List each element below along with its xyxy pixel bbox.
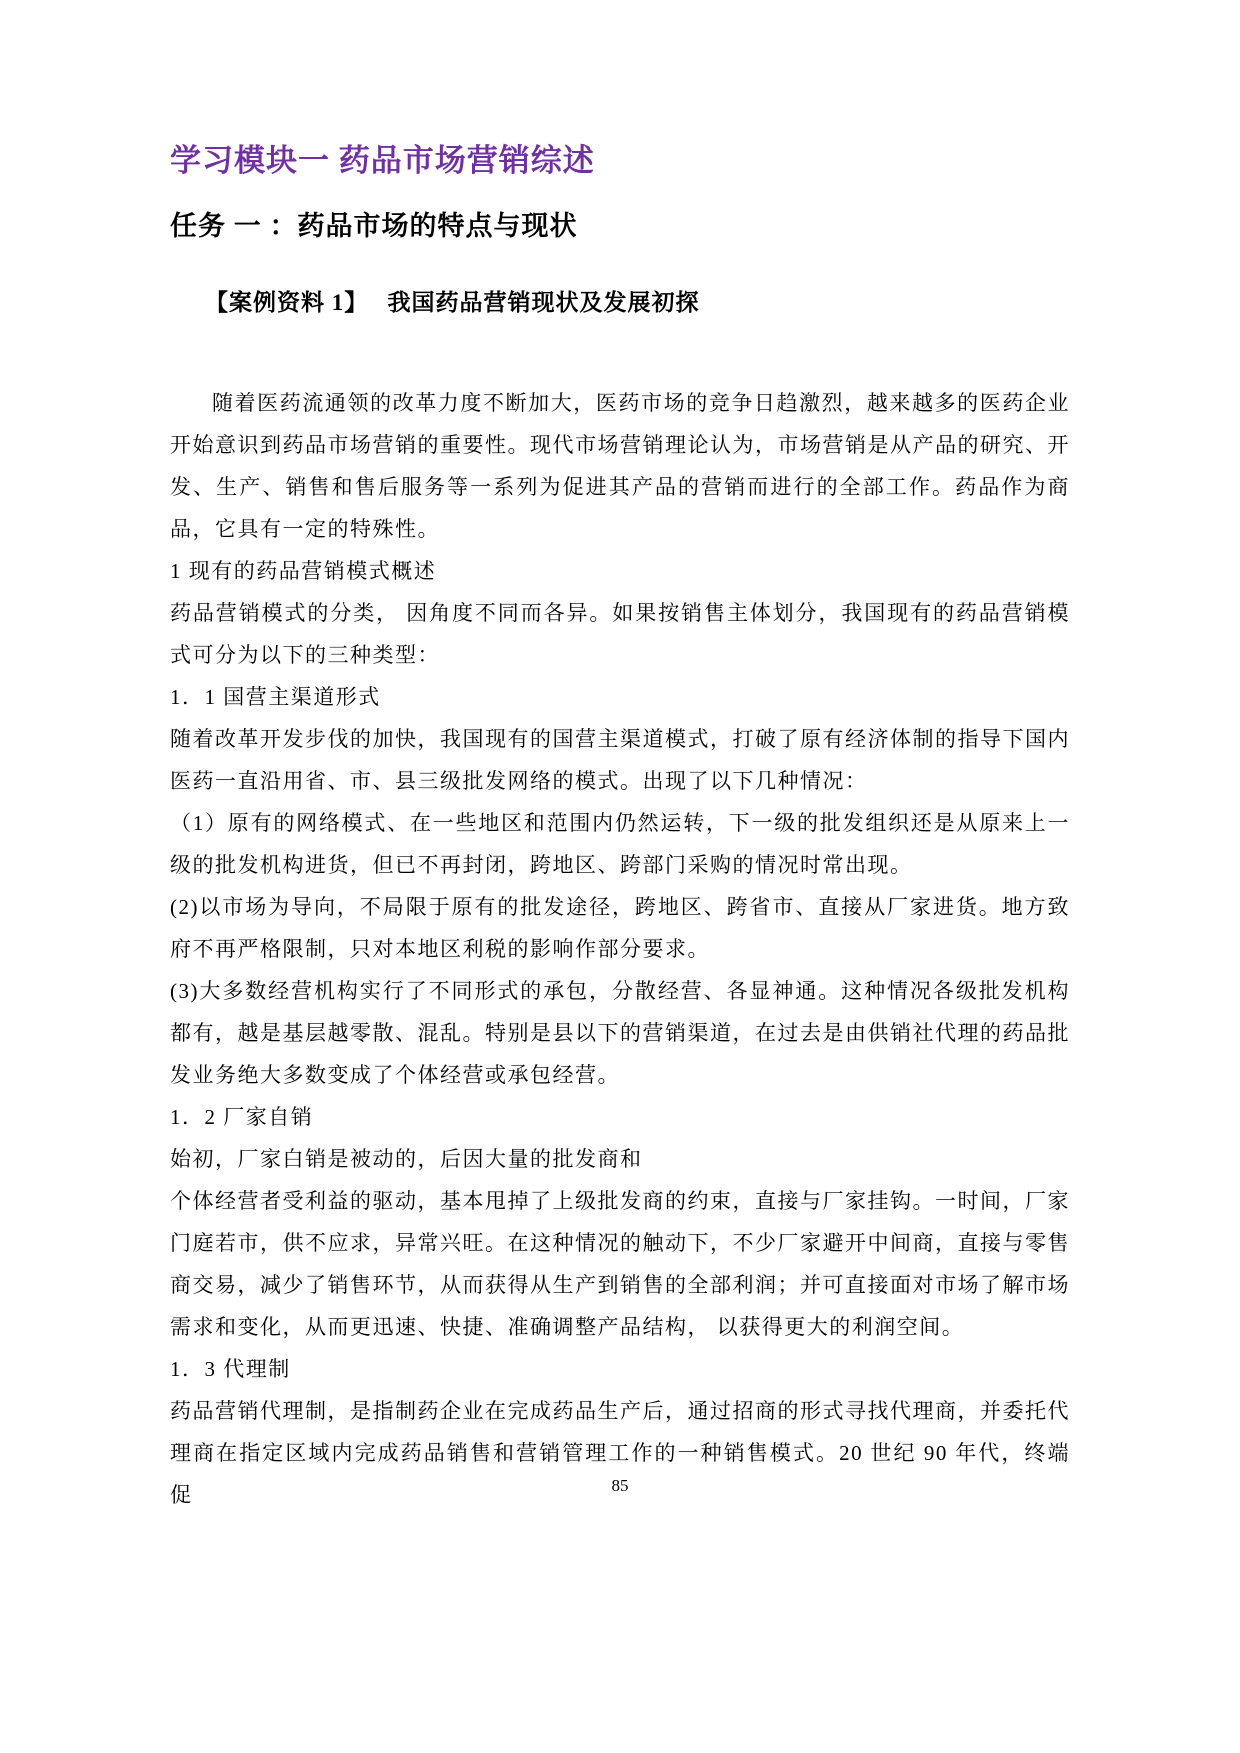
module-title: 学习模块一 药品市场营销综述: [170, 143, 595, 178]
list-item-1: （1）原有的网络模式、在一些地区和范围内仍然运转，下一级的批发组织还是从原来上一级的批发机构进货，但已不再封闭，跨地区、跨部门采购的情况时常出现。: [170, 810, 1070, 877]
subsection-1-2-lead-line: 始初，厂家白销是被动的，后因大量的批发商和: [170, 1146, 643, 1171]
page-number: 85: [611, 1476, 629, 1495]
section-1-paragraph: 药品营销模式的分类， 因角度不同而各异。如果按销售主体划分，我国现有的药品营销模式可分为以下的三种类型：: [170, 600, 1070, 667]
list-item-3: (3)大多数经营机构实行了不同形式的承包，分散经营、各显神通。这种情况各级批发机构都有，越是基层越零散、混乱。特别是县以下的营销渠道，在过去是由供销社代理的药品批发业务绝大多数变成了个体经营或承包经营。: [170, 978, 1070, 1087]
subsection-1-2-paragraph: 个体经营者受利益的驱动，基本甩掉了上级批发商的约束，直接与厂家挂钩。一时间，厂家门庭若市，供不应求，异常兴旺。在这种情况的触动下，不少厂家避开中间商，直接与零售商交易，减少了销售环节，从而获得从生产到销售的全部利润；并可直接面对市场了解市场需求和变化，从而更迅速、快捷、准确调整产品结构， 以获得更大的利润空间。: [170, 1188, 1070, 1339]
subsection-heading-1-2: 1．2 厂家自销: [170, 1104, 314, 1129]
case-material-heading: 【案例资料 1】 我国药品营销现状及发展初探: [205, 289, 700, 315]
intro-paragraph: 随着医药流通领的改革力度不断加大，医药市场的竞争日趋激烈，越来越多的医药企业开始意识到药品市场营销的重要性。现代市场营销理论认为，市场营销是从产品的研究、开发、生产、销售和售后服务等一系列为促进其产品的营销而进行的全部工作。药品作为商品，它具有一定的特殊性。: [170, 390, 1070, 541]
subsection-heading-1-1: 1．1 国营主渠道形式: [170, 684, 381, 709]
list-item-2: (2)以市场为导向，不局限于原有的批发途径，跨地区、跨省市、直接从厂家进货。地方致府不再严格限制，只对本地区利税的影响作部分要求。: [170, 894, 1070, 961]
task-heading: 任务 一 ：药品市场的特点与现状: [170, 210, 578, 241]
subsection-1-3-paragraph: 药品营销代理制，是指制药企业在完成药品生产后，通过招商的形式寻找代理商，并委托代理商在指定区域内完成药品销售和营销管理工作的一种销售模式。20 世纪 90 年代，终端促: [170, 1398, 1070, 1507]
subsection-heading-1-3: 1．3 代理制: [170, 1356, 291, 1381]
subsection-1-1-paragraph: 随着改革开发步伐的加快，我国现有的国营主渠道模式，打破了原有经济体制的指导下国内医药一直沿用省、市、县三级批发网络的模式。出现了以下几种情况：: [170, 726, 1070, 793]
section-heading-1: 1 现有的药品营销模式概述: [170, 558, 437, 583]
document-body: [170, 382, 1070, 1516]
